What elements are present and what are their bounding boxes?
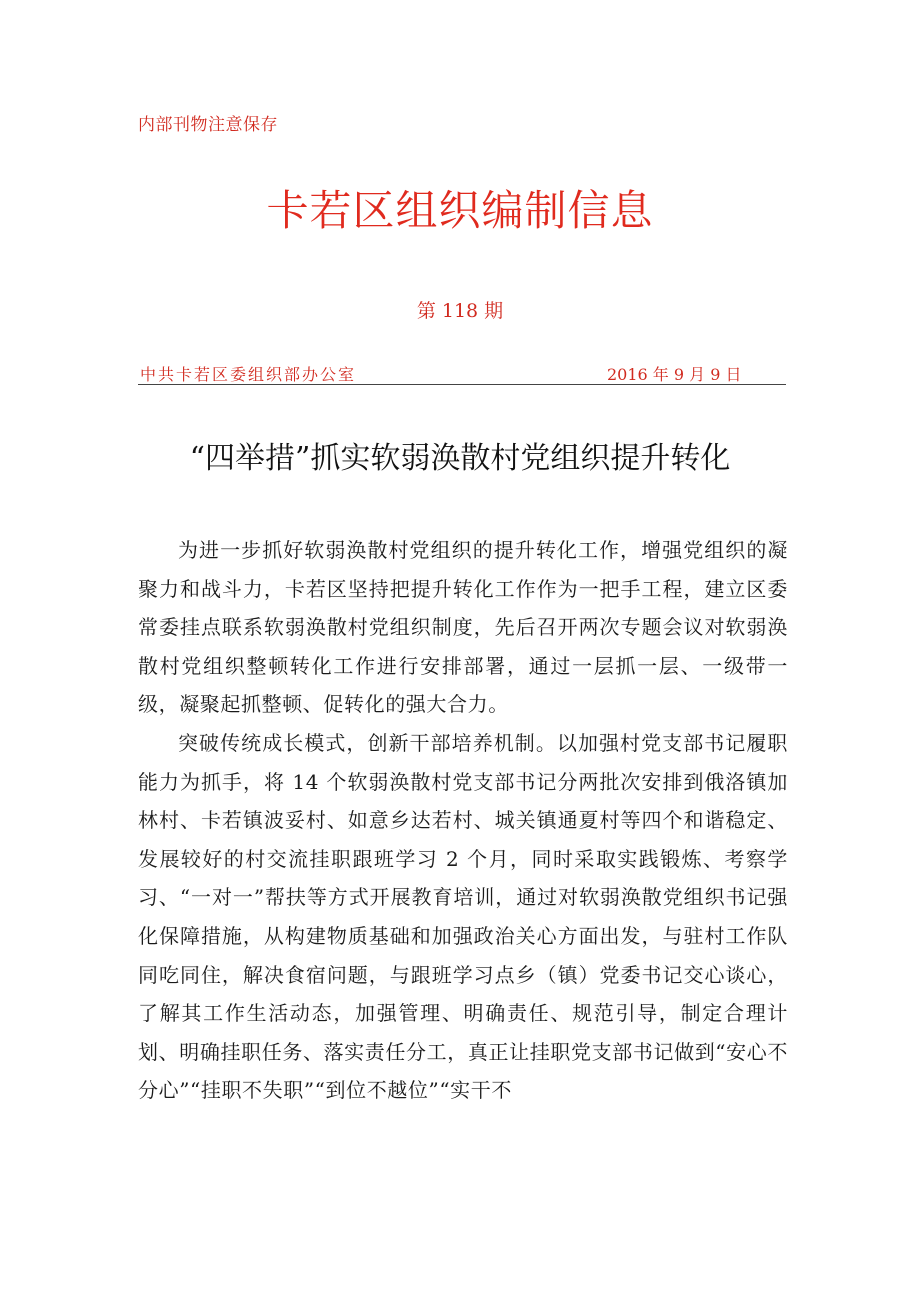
article-body (138, 531, 788, 1110)
issuing-office: 中共卡若区委组织部办公室 (140, 365, 357, 384)
publication-date: 2016 年 9 月 9 日 (607, 365, 742, 384)
publication-masthead: 卡若区组织编制信息 (266, 186, 654, 235)
body-paragraph: 突破传统成长模式，创新干部培养机制。以加强村党支部书记履职能力为抓手，将 14 个软弱涣散村党支部书记分两批次安排到俄洛镇加林村、卡若镇波妥村、如意乡达若村、城关镇通夏村等四个和谐稳定、发展较好的村交流挂职跟班学习 2 个月，同时采取实践锻炼、考察学习、“一对一”帮扶等方式开展教育培训，通过对软弱涣散党组织书记强化保障措施，从构建物质基础和加强政治关心方面出发，与驻村工作队同吃同住，解决食宿问题，与跟班学习点乡（镇）党委书记交心谈心，了解其工作生活动态，加强管理、明确责任、规范引导，制定合理计划、明确挂职任务、落实责任分工，真正让挂职党支部书记做到“安心不分心”“挂职不失职”“到位不越位”“实干不 (138, 730, 788, 1103)
header-divider (138, 384, 786, 385)
internal-notice: 内部刊物注意保存 (138, 115, 278, 135)
issue-number: 第 118 期 (416, 300, 504, 322)
body-paragraph: 为进一步抓好软弱涣散村党组织的提升转化工作，增强党组织的凝聚力和战斗力，卡若区坚持把提升转化工作作为一把手工程，建立区委常委挂点联系软弱涣散村党组织制度，先后召开两次专题会议对软弱涣散村党组织整顿转化工作进行安排部署，通过一层抓一层、一级带一级，凝聚起抓整顿、促转化的强大合力。 (138, 538, 788, 717)
article-headline: “四举措”抓实软弱涣散村党组织提升转化 (189, 441, 731, 476)
